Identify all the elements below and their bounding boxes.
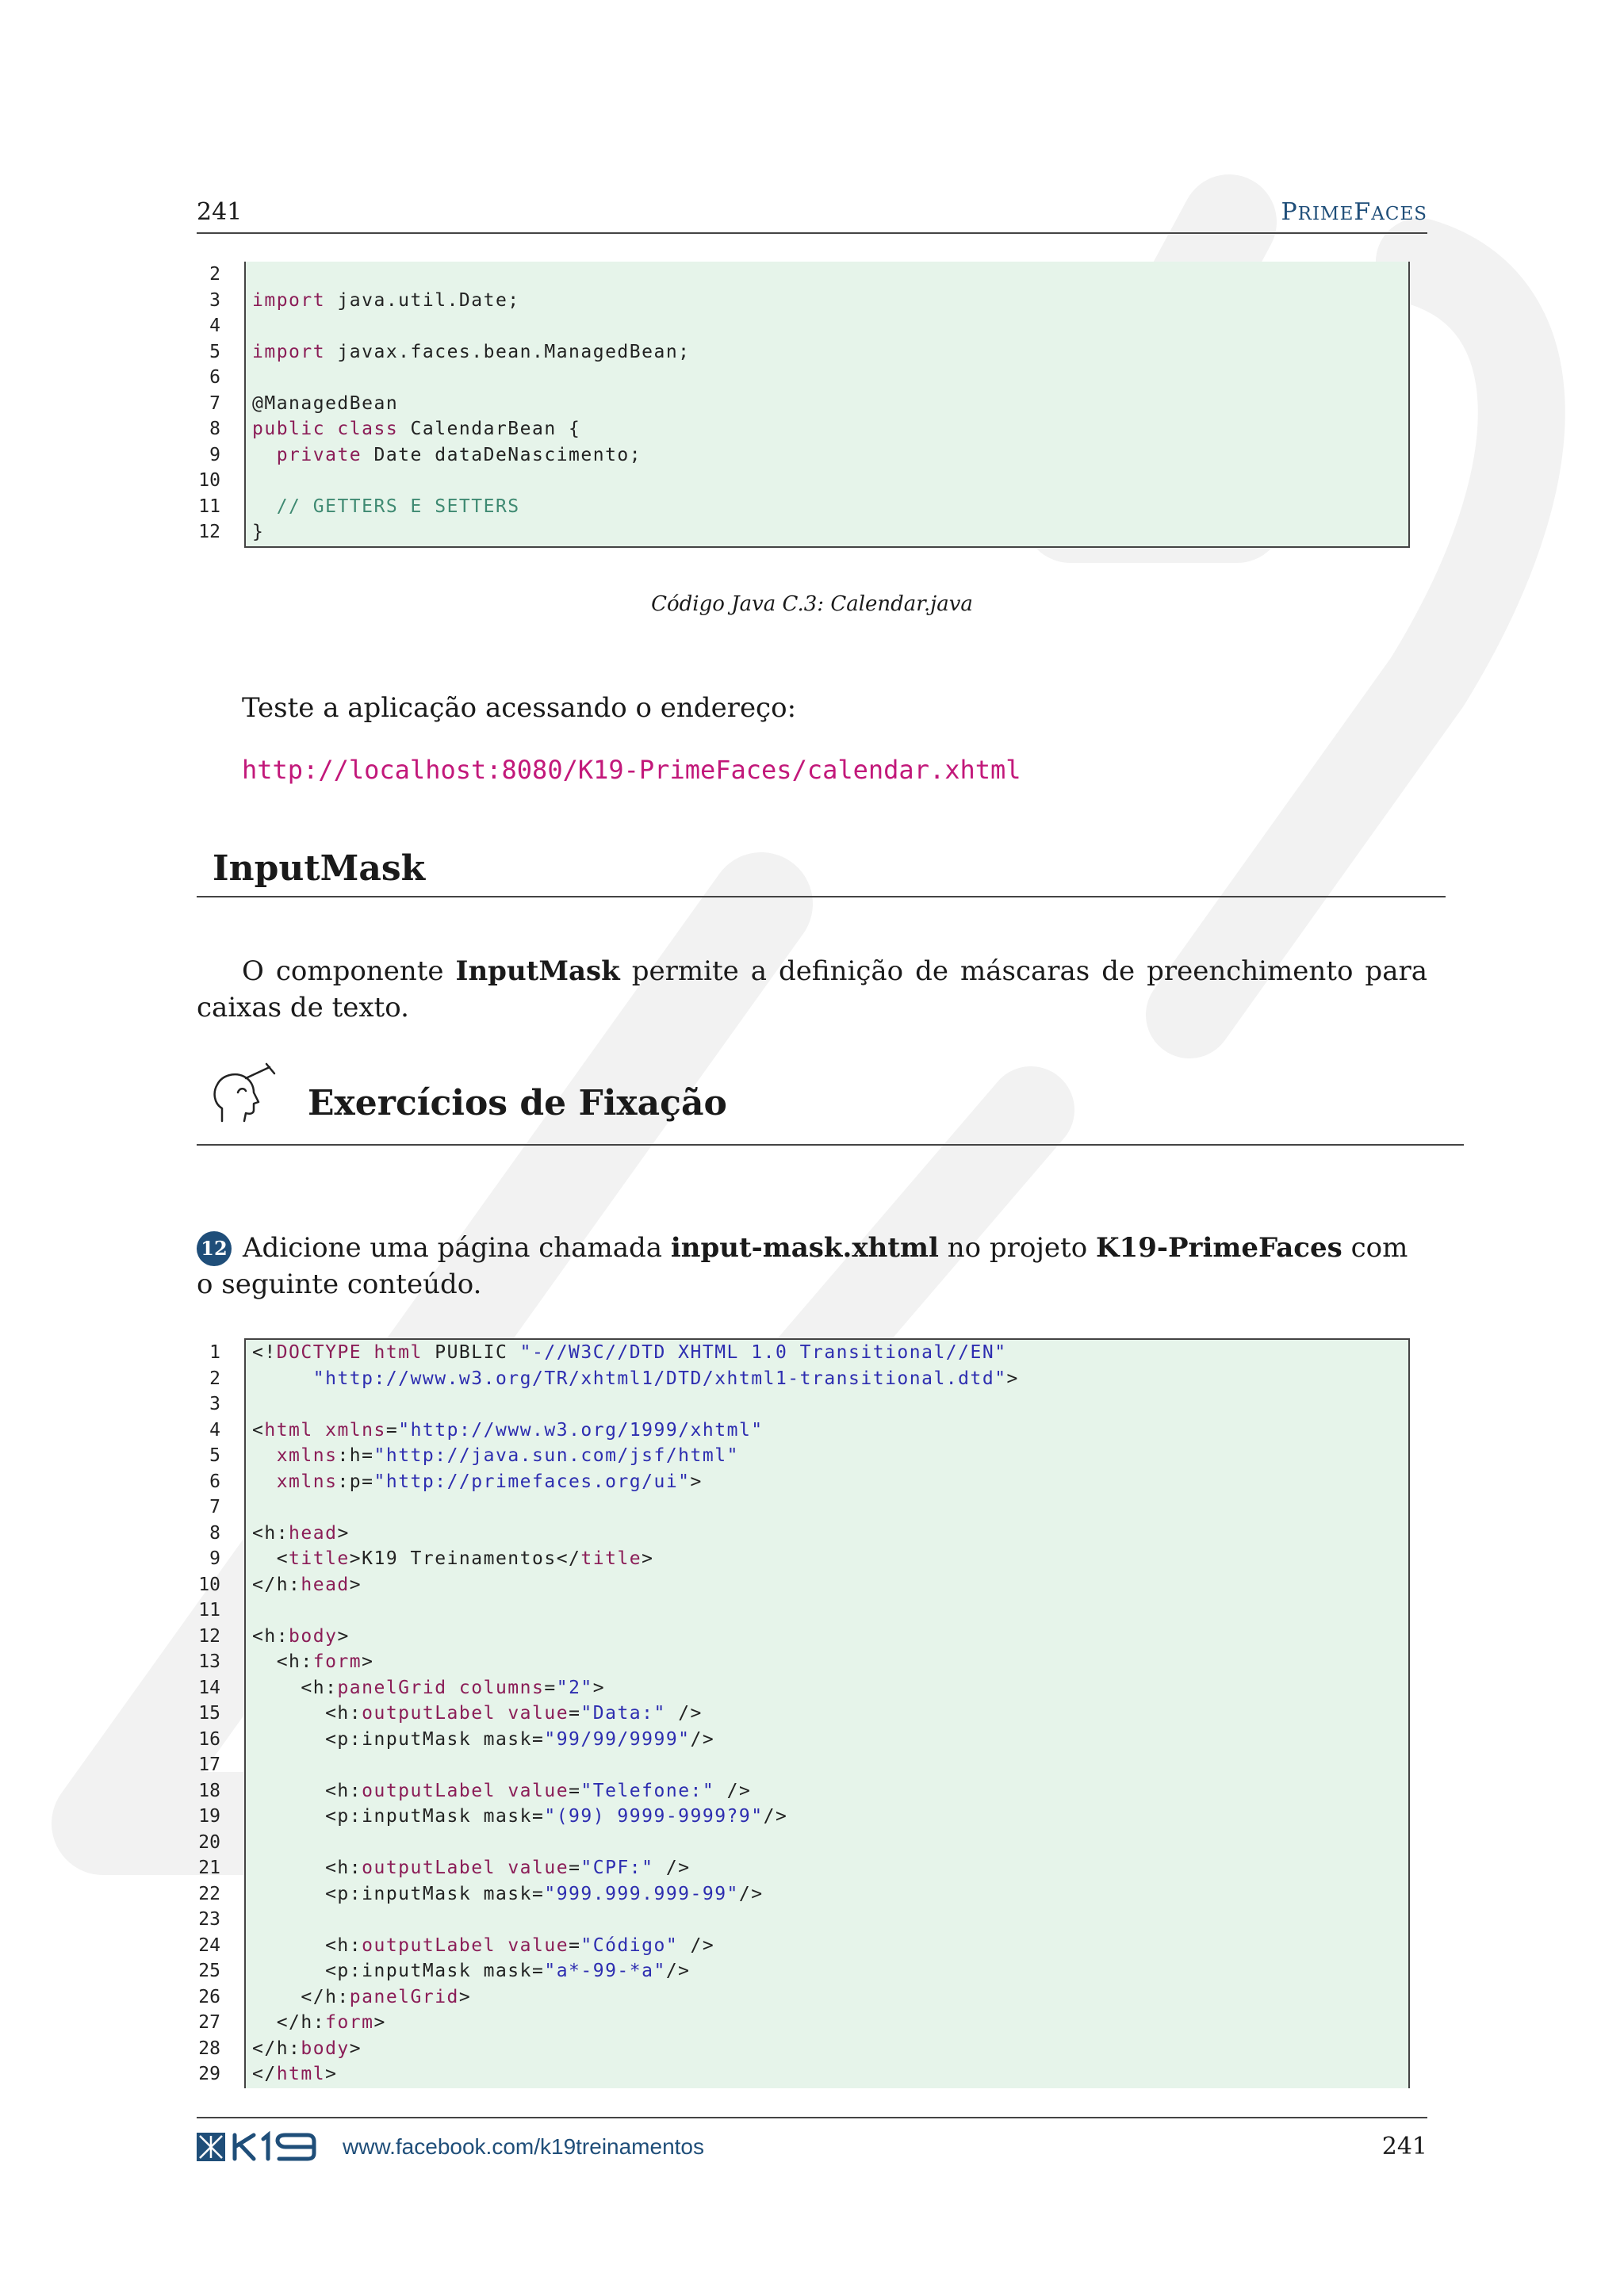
code-line: <!DOCTYPE html PUBLIC "-//W3C//DTD XHTML 1.0 Transitional//EN" <box>252 1342 1007 1363</box>
code-line: xmlns:p="http://primefaces.org/ui"> <box>276 1471 703 1492</box>
line-number: 28 <box>198 2038 220 2059</box>
line-number: 22 <box>198 1883 220 1904</box>
line-numbers <box>197 262 220 545</box>
line-number: 25 <box>198 1961 220 1981</box>
code-line: <h:panelGrid columns="2"> <box>252 1677 606 1698</box>
line-number: 10 <box>198 1574 220 1595</box>
line-number: 9 <box>209 1548 220 1569</box>
code-line: </h:head> <box>252 1574 362 1595</box>
line-number: 23 <box>198 1909 220 1930</box>
line-number: 7 <box>209 1497 220 1517</box>
code-line <box>252 1830 1408 1856</box>
code-block <box>244 1338 1410 2088</box>
header-chapter-title: PRIMEFACES <box>1281 198 1427 226</box>
line-number: 8 <box>209 1522 220 1544</box>
code-line: import java.util.Date; <box>252 289 520 311</box>
code-line <box>252 365 1408 391</box>
footer-page-number: 241 <box>1381 2133 1427 2160</box>
code-line: "http://www.w3.org/TR/xhtml1/DTD/xhtml1-transitional.dtd"> <box>312 1368 1019 1389</box>
line-number: 26 <box>198 1986 220 2007</box>
code-line <box>252 313 1408 339</box>
code-line <box>252 1752 1408 1778</box>
line-number: 21 <box>198 1858 220 1878</box>
code-line: <h:head> <box>252 1522 350 1544</box>
line-number: 19 <box>198 1806 220 1827</box>
line-number: 11 <box>198 1600 220 1621</box>
code-line: <h:outputLabel value="Data:" /> <box>252 1703 703 1724</box>
code-line: </h:body> <box>252 2038 362 2059</box>
thinking-head-icon <box>208 1061 279 1132</box>
code-line <box>252 262 1408 288</box>
header-page-number: 241 <box>197 198 243 226</box>
line-number: 12 <box>198 522 220 542</box>
code-line: private Date dataDeNascimento; <box>276 444 642 465</box>
line-number: 9 <box>209 444 220 465</box>
code-line: import javax.faces.bean.ManagedBean; <box>252 341 691 362</box>
line-number: 18 <box>198 1780 220 1801</box>
line-number: 14 <box>198 1677 220 1698</box>
code-line: // GETTERS E SETTERS <box>276 496 520 517</box>
code-line: <h:form> <box>252 1651 374 1672</box>
line-number: 6 <box>209 1471 220 1492</box>
line-number: 6 <box>209 367 220 388</box>
code-line: <p:inputMask mask="(99) 9999-9999?9"/> <box>252 1806 788 1827</box>
code-line: @ManagedBean <box>252 392 399 414</box>
exercise-number-badge: 12 <box>197 1231 232 1266</box>
line-number: 2 <box>209 1368 220 1389</box>
code-line: <h:outputLabel value="CPF:" /> <box>252 1858 691 1878</box>
test-url: http://localhost:8080/K19-PrimeFaces/calendar.xhtml <box>242 755 1021 785</box>
code-line: </h:panelGrid> <box>252 1986 472 2007</box>
line-number: 29 <box>198 2064 220 2084</box>
line-number: 24 <box>198 1934 220 1956</box>
code-line: <p:inputMask mask="a*-99-*a"/> <box>252 1961 691 1981</box>
line-numbers <box>197 1340 220 2087</box>
code-line: <h:outputLabel value="Telefone:" /> <box>252 1780 752 1801</box>
code-line: <title>K19 Treinamentos</title> <box>252 1548 654 1569</box>
line-number: 16 <box>198 1728 220 1750</box>
code-line <box>252 1391 1408 1418</box>
k19-logo-icon <box>197 2131 320 2163</box>
line-number: 4 <box>209 1419 220 1441</box>
code-line: xmlns:h="http://java.sun.com/jsf/html" <box>276 1445 739 1466</box>
line-number: 15 <box>198 1703 220 1724</box>
code-line: } <box>252 522 265 542</box>
section-rule <box>197 896 1446 897</box>
line-number: 12 <box>198 1625 220 1647</box>
listing-caption: Código Java C.3: Calendar.java <box>651 592 973 616</box>
code-line: </h:form> <box>252 2012 386 2033</box>
code-line: </html> <box>252 2064 338 2084</box>
code-line <box>252 1494 1408 1521</box>
exercises-rule <box>197 1144 1464 1146</box>
footer-rule <box>197 2117 1427 2118</box>
section-title: InputMask <box>213 848 426 889</box>
line-number: 4 <box>209 316 220 336</box>
code-line <box>252 1907 1408 1933</box>
line-number: 1 <box>209 1342 220 1363</box>
code-line: <p:inputMask mask="99/99/9999"/> <box>252 1728 715 1750</box>
exercises-title: Exercícios de Fixação <box>308 1083 727 1123</box>
code-line: <html xmlns="http://www.w3.org/1999/xhtml" <box>252 1419 764 1441</box>
code-block <box>244 262 1410 548</box>
line-number: 17 <box>198 1755 220 1775</box>
exercise-12-text: 12 Adicione uma página chamada input-mask.xhtml no projeto K19-PrimeFaces com o seguinte conteúdo. <box>197 1232 1408 1300</box>
code-line: <h:outputLabel value="Código" /> <box>252 1934 715 1956</box>
line-number: 20 <box>198 1831 220 1853</box>
line-number: 5 <box>209 341 220 362</box>
line-number: 13 <box>198 1651 220 1672</box>
section-paragraph: O componente InputMask permite a definição de máscaras de preenchimento para caixas de texto. <box>197 955 1427 1024</box>
line-number: 11 <box>198 496 220 517</box>
header-rule <box>197 232 1427 234</box>
code-line <box>252 1598 1408 1624</box>
code-line: public class CalendarBean { <box>252 419 581 439</box>
code-line: <h:body> <box>252 1625 350 1647</box>
line-number: 3 <box>209 289 220 311</box>
line-number: 8 <box>209 419 220 439</box>
footer-url[interactable]: www.facebook.com/k19treinamentos <box>343 2134 704 2159</box>
line-number: 27 <box>198 2012 220 2033</box>
test-instruction: Teste a aplicação acessando o endereço: <box>242 692 797 724</box>
line-number: 10 <box>198 470 220 491</box>
line-number: 7 <box>209 392 220 414</box>
code-line: <p:inputMask mask="999.999.999-99"/> <box>252 1883 764 1904</box>
line-number: 3 <box>209 1394 220 1414</box>
code-line <box>252 468 1408 494</box>
line-number: 5 <box>209 1445 220 1466</box>
line-number: 2 <box>209 264 220 285</box>
